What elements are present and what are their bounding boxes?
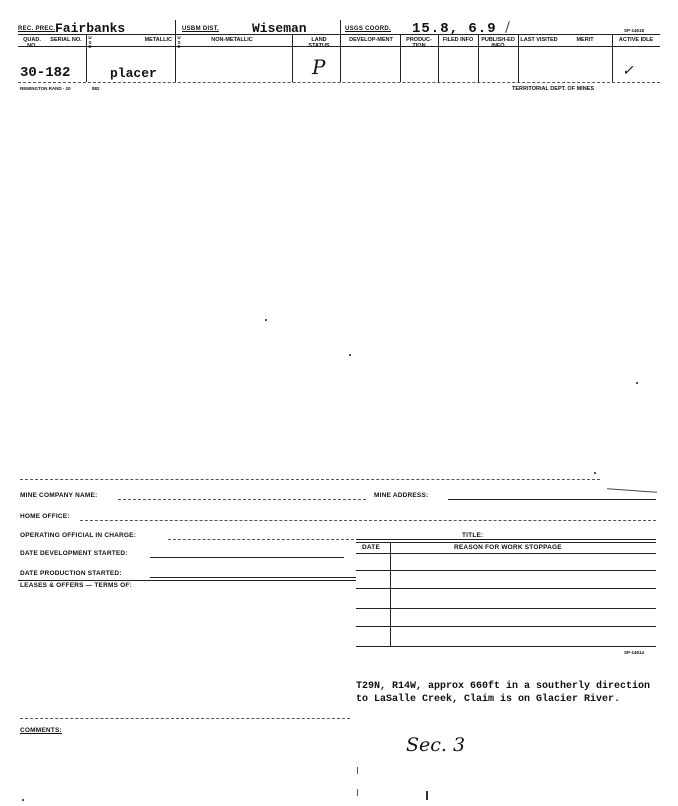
col-divider-filed [438,34,439,82]
comments-top-line [20,718,350,719]
typed-note: T29N, R14W, approx 660ft in a southerly direction to LaSalle Creek, Claim is on Glacier River. [356,681,651,705]
col-metallic: METALLIC [144,37,172,43]
col-divider-production [400,34,401,82]
date-col-label: DATE [362,544,381,551]
col-divider-develop [340,34,341,82]
usbm-dist-label: USBM DIST. [182,26,220,32]
leases-rule [18,580,356,581]
col-last-visited: LAST VISITED [520,37,558,43]
col-divider-land [292,34,293,82]
operating-official-line [168,539,354,540]
mine-address-label: MINE ADDRESS: [374,492,429,499]
usgs-coord-value: 15.8, 6.9 [412,21,497,37]
col-non-metallic: NON-METALLIC [211,37,253,43]
scan-speck [349,354,351,356]
col-use-2: U S E [177,35,181,49]
leases-label: LEASES & OFFERS — TERMS OF: [20,582,132,589]
home-office-line [80,520,656,521]
stoppage-col-divider [390,542,391,646]
entry-row-rule [18,82,660,83]
header-divider-1 [175,20,176,82]
handwritten-note: Sec. 3 [406,734,466,756]
pen-tick-mark [426,791,428,800]
col-serial-no: SERIAL NO. [50,37,82,43]
col-published-info: PUBLISH-ED INFO [481,37,515,49]
metallic-value: placer [110,66,157,81]
active-idle-mark: ✓ [622,63,634,79]
printer-code: 882 [92,86,100,91]
comments-label: COMMENTS: [20,727,62,734]
col-quad-no: QUAD. NO. [23,37,41,49]
rec-prec-value: Fairbanks [55,21,126,36]
stoppage-table-top [356,542,656,543]
company-name-line [118,499,366,500]
mine-company-name-label: MINE COMPANY NAME: [20,492,98,499]
stoppage-row-rule [356,608,656,609]
home-office-label: HOME OFFICE: [20,513,70,520]
pen-tick-mark [357,767,358,774]
usbm-dist-value: Wiseman [252,21,307,36]
col-use-1: U S E [88,35,92,49]
scan-speck [22,799,24,801]
header-bottom-rule [18,46,660,47]
operating-official-label: OPERATING OFFICIAL IN CHARGE: [20,532,137,539]
col-development: DEVELOP-MENT [349,37,393,43]
pen-slash-mark [505,21,510,33]
header-divider-2 [340,20,341,34]
date-production-line [150,577,356,578]
col-land-status: LAND STATUS [308,37,330,49]
usgs-coord-label: USGS COORD. [345,26,391,32]
scan-speck [636,382,638,384]
stoppage-row-rule [356,626,656,627]
card-edge-stroke [607,488,657,492]
scan-speck [594,472,596,474]
rec-prec-label: REC. PREC. [18,26,56,32]
mine-address-line [448,499,656,500]
col-divider-active [612,34,613,82]
quad-serial-value: 30-182 [20,65,71,81]
date-development-line [150,557,344,558]
title-label: TITLE: [462,532,484,539]
stoppage-header-rule [356,553,656,554]
col-divider-visited [518,34,519,82]
stoppage-table-bottom [356,646,656,647]
top-form-number: SP-14618 [624,28,645,33]
col-production: PRODUC-TION [406,37,432,49]
bottom-card-top-rule [20,479,600,480]
col-filed-info: FILED INFO [442,37,474,43]
stoppage-row-rule [356,570,656,571]
reason-col-label: REASON FOR WORK STOPPAGE [454,544,562,551]
stoppage-row-rule [356,588,656,589]
printer-line: REMINGTON RAND - 20 [20,86,71,91]
dept-line: TERRITORIAL DEPT. OF MINES [512,86,594,92]
date-development-label: DATE DEVELOPMENT STARTED: [20,550,128,557]
scan-speck [265,319,267,321]
col-divider-published [478,34,479,82]
pen-tick-mark [357,789,358,796]
title-line [356,539,656,540]
col-merit: MERIT [576,37,594,43]
col-active-idle: ACTIVE IDLE [618,37,654,43]
bottom-form-number: SP-14614 [624,650,645,655]
land-status-mark: P [312,55,326,79]
date-production-label: DATE PRODUCTION STARTED: [20,570,122,577]
